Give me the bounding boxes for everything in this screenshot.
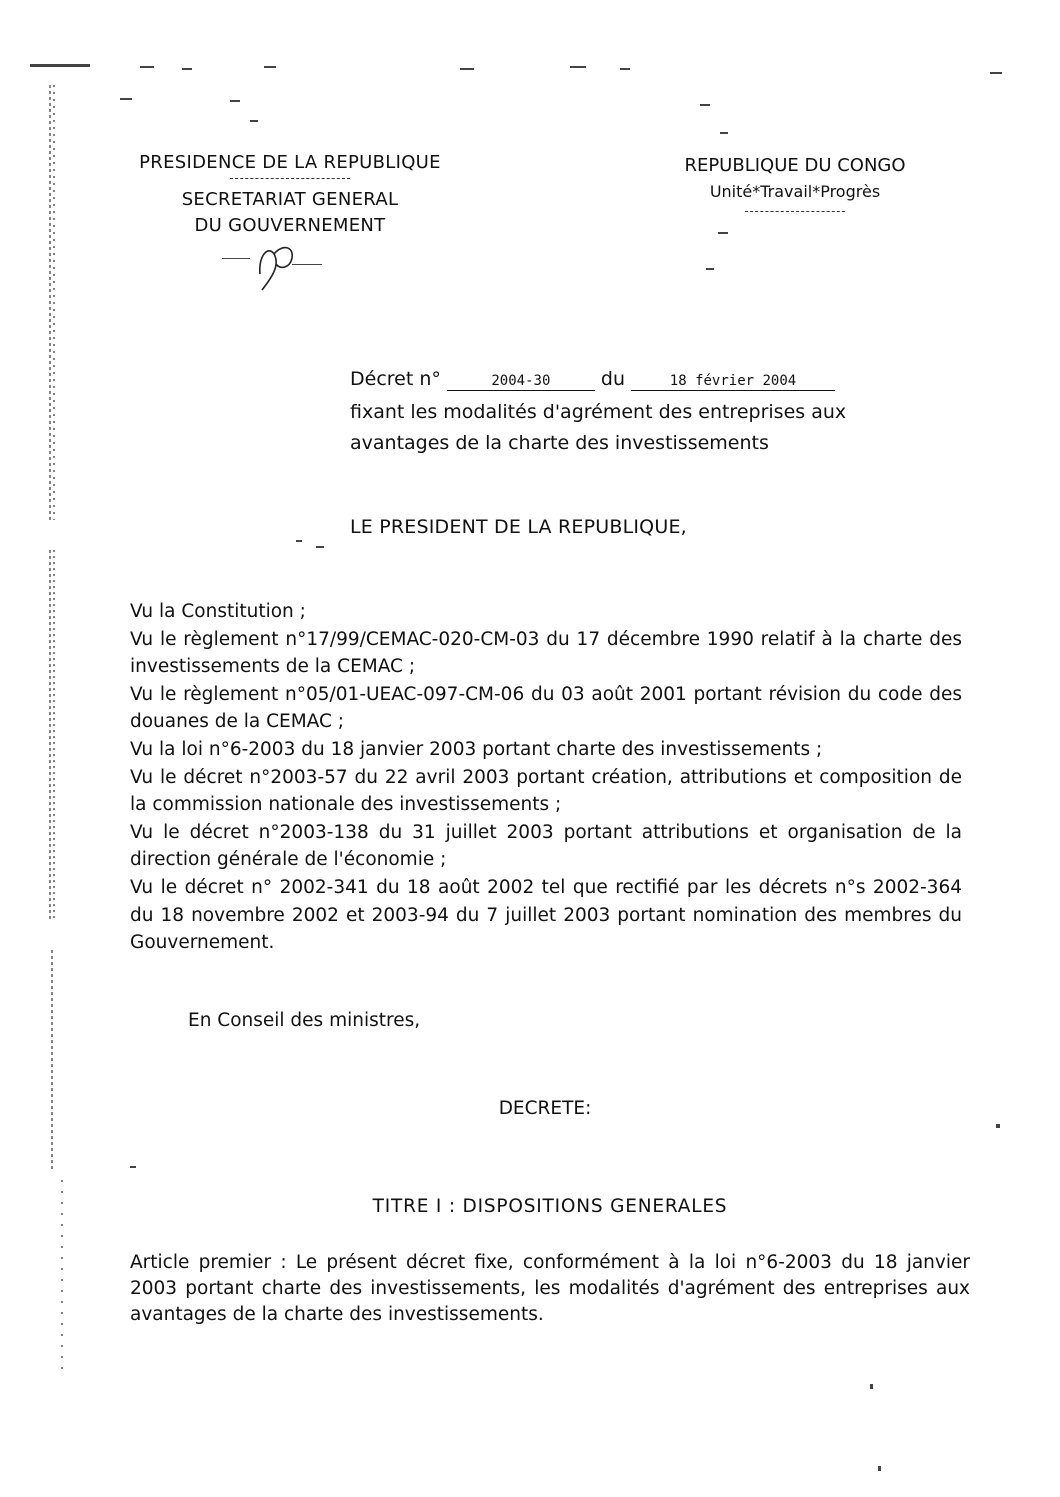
visa-item: Vu le décret n°2003-138 du 31 juillet 2003 portant attributions et organisation de la direction générale de l'économie ; <box>130 821 962 871</box>
visa-item: Vu le décret n° 2002-341 du 18 août 2002 tel que rectifié par les décrets n°s 2002-364 du 18 novembre 2002 et 2003-94 du 7 juillet 2003 portant nomination des membres du Gouvernement. <box>130 876 962 954</box>
secretariat-title: SECRETARIAT GENERAL <box>181 189 399 210</box>
decree-label: Décret n° <box>350 368 441 390</box>
article-premier <box>130 1250 970 1328</box>
president-heading: LE PRESIDENT DE LA REPUBLIQUE, <box>350 516 687 538</box>
decree-subject <box>350 397 910 459</box>
presidency-title: PRESIDENCE DE LA REPUBLIQUE <box>139 152 441 173</box>
visa-item: Vu le décret n°2003-57 du 22 avril 2003 portant création, attributions et composition de la commission nationale des investissements ; <box>130 766 962 816</box>
visa-item: Vu le règlement n°05/01-UEAC-097-CM-06 du 03 août 2001 portant révision du code des douanes de la CEMAC ; <box>130 683 962 733</box>
council-statement: En Conseil des ministres, <box>188 1010 421 1031</box>
decree-subject-line: avantages de la charte des investissements <box>350 432 769 454</box>
decree-du-label: du <box>600 368 625 390</box>
title-one-heading: TITRE I : DISPOSITIONS GENERALES <box>372 1196 728 1217</box>
decree-title-block <box>350 368 910 459</box>
visas-list <box>130 598 962 957</box>
visa-item: Vu la loi n°6-2003 du 18 janvier 2003 portant charte des investissements ; <box>130 738 823 760</box>
article-label: Article premier : <box>130 1252 287 1273</box>
decrete-heading: DECRETE: <box>498 1098 592 1119</box>
issuer-header <box>120 150 460 239</box>
visa-item: Vu le règlement n°17/99/CEMAC-020-CM-03 du 17 décembre 1990 relatif à la charte des investissements de la CEMAC ; <box>130 628 962 678</box>
signature-mark <box>230 234 330 294</box>
country-header <box>660 155 930 212</box>
decree-date: 18 février 2004 <box>631 373 835 391</box>
header-divider <box>230 178 350 179</box>
visa-item: Vu la Constitution ; <box>130 601 306 622</box>
decree-number: 2004-30 <box>447 373 595 391</box>
header-divider-right <box>745 211 845 212</box>
country-name: REPUBLIQUE DU CONGO <box>684 155 906 176</box>
government-title: DU GOUVERNEMENT <box>194 215 386 236</box>
article-text: Le présent décret fixe, conformément à la loi n°6-2003 du 18 janvier 2003 portant charte des investissements, les modalités d'agrément des entreprises aux avantages de la charte des investissements. <box>130 1252 970 1325</box>
national-motto: Unité*Travail*Progrès <box>709 182 881 201</box>
decree-subject-line: fixant les modalités d'agrément des entreprises aux <box>350 401 847 423</box>
decree-reference <box>350 368 910 391</box>
